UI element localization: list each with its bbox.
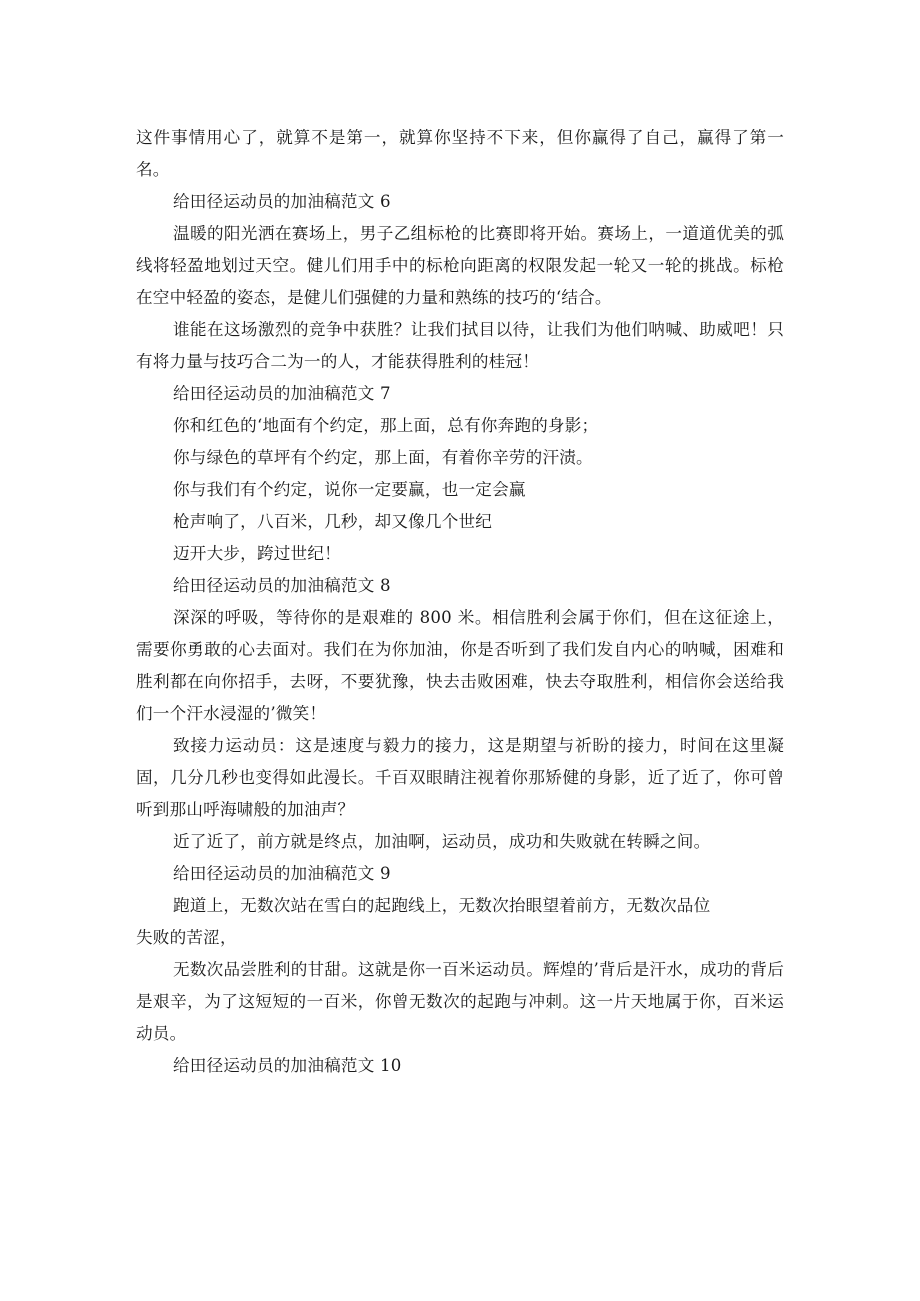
paragraph: 致接力运动员：这是速度与毅力的接力，这是期望与祈盼的接力，时间在这里凝固，几分几秒也变得如此漫长。千百双眼睛注视着你那矫健的身影，近了近了，你可曾听到那山呼海啸般的加油声？	[136, 736, 784, 819]
paragraph: 你与我们有个约定，说你一定要赢，也一定会赢	[173, 480, 526, 499]
section-heading-8: 给田径运动员的加油稿范文 8	[173, 576, 391, 595]
paragraph: 谁能在这场激烈的竞争中获胜？让我们拭目以待，让我们为他们呐喊、助威吧！只有将力量与技巧合二为一的人，才能获得胜利的桂冠！	[136, 320, 784, 371]
paragraph: 跑道上，无数次站在雪白的起跑线上，无数次抬眼望着前方，无数次品位	[173, 896, 711, 915]
document-body	[136, 122, 784, 1082]
paragraph: 深深的呼吸，等待你的是艰难的 800 米。相信胜利会属于你们，但在这征途上，需要你勇敢的心去面对。我们在为你加油，你是否听到了我们发自内心的呐喊，困难和胜利都在向你招手，去呀，不要犹豫，快去击败困难，快去夺取胜利，相信你会送给我们一个汗水浸湿的’微笑！	[136, 608, 784, 723]
section-heading-7: 给田径运动员的加油稿范文 7	[173, 384, 391, 403]
paragraph: 你与绿色的草坪有个约定，那上面，有着你辛劳的汗渍。	[173, 448, 593, 467]
paragraph: 你和红色的‘地面有个约定，那上面，总有你奔跑的身影；	[173, 416, 599, 435]
section-heading-6: 给田径运动员的加油稿范文 6	[173, 192, 391, 211]
paragraph: 枪声响了，八百米，几秒，却又像几个世纪	[173, 512, 493, 531]
paragraph: 近了近了，前方就是终点，加油啊，运动员，成功和失败就在转瞬之间。	[173, 832, 711, 851]
paragraph: 温暖的阳光洒在赛场上，男子乙组标枪的比赛即将开始。赛场上，一道道优美的弧线将轻盈地划过天空。健儿们用手中的标枪向距离的权限发起一轮又一轮的挑战。标枪在空中轻盈的姿态，是健儿们强健的力量和熟练的技巧的‘结合。	[136, 224, 784, 307]
paragraph: 迈开大步，跨过世纪！	[173, 544, 341, 563]
paragraph-continuation: 这件事情用心了，就算不是第一，就算你坚持不下来，但你赢得了自己，赢得了第一名。	[136, 128, 784, 179]
section-heading-10: 给田径运动员的加油稿范文 10	[173, 1056, 402, 1075]
paragraph: 无数次品尝胜利的甘甜。这就是你一百米运动员。辉煌的’背后是汗水，成功的背后是艰辛，为了这短短的一百米，你曾无数次的起跑与冲刺。这一片天地属于你，百米运动员。	[136, 960, 784, 1043]
section-heading-9: 给田径运动员的加油稿范文 9	[173, 864, 391, 883]
paragraph-continuation: 失败的苦涩，	[136, 928, 237, 947]
